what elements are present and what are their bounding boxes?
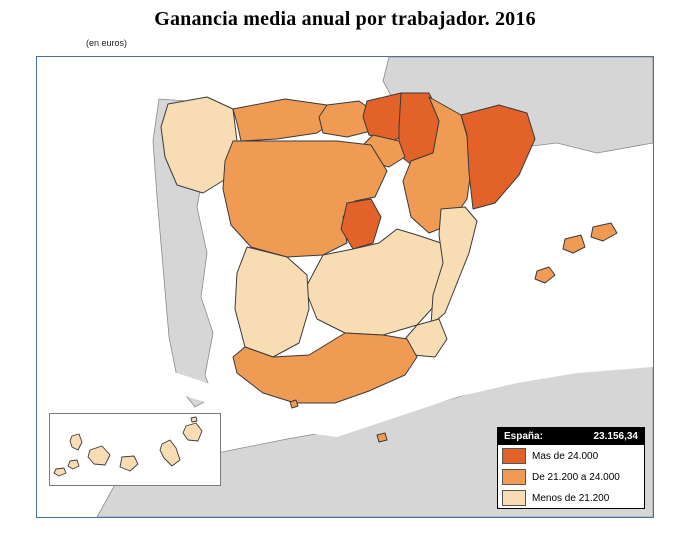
canarias-inset [49, 413, 221, 486]
canarias-islands [50, 414, 220, 485]
page-subtitle: (en euros) [86, 38, 128, 48]
island-fuerteventura[interactable] [160, 440, 180, 466]
legend-row-low[interactable] [498, 487, 644, 508]
legend-label-high: Mas de 24.000 [532, 450, 599, 462]
region-melilla[interactable] [377, 433, 387, 442]
legend-swatch-mid [502, 469, 526, 485]
page-title: Ganancia media anual por trabajador. 2016 [154, 8, 536, 30]
legend-swatch-low [502, 490, 526, 506]
legend-label-low: Menos de 21.200 [532, 492, 610, 504]
legend-swatch-high [502, 448, 526, 464]
legend-header [498, 428, 644, 445]
island-tenerife[interactable] [88, 446, 110, 465]
island-gran-canaria[interactable] [120, 456, 138, 471]
legend-country-label: España: [504, 431, 543, 442]
island-el-hierro[interactable] [54, 468, 66, 476]
map-legend [497, 427, 645, 509]
legend-row-mid[interactable] [498, 466, 644, 487]
legend-label-mid: De 21.200 a 24.000 [532, 471, 620, 483]
island-la-gomera[interactable] [68, 460, 79, 469]
legend-row-high[interactable] [498, 445, 644, 466]
island-la-palma[interactable] [70, 434, 82, 450]
legend-country-value: 23.156,34 [593, 431, 638, 442]
island-lanzarote[interactable] [183, 423, 202, 441]
map-frame [36, 56, 654, 518]
island-la-graciosa[interactable] [191, 417, 197, 422]
region-ceuta[interactable] [290, 400, 298, 408]
